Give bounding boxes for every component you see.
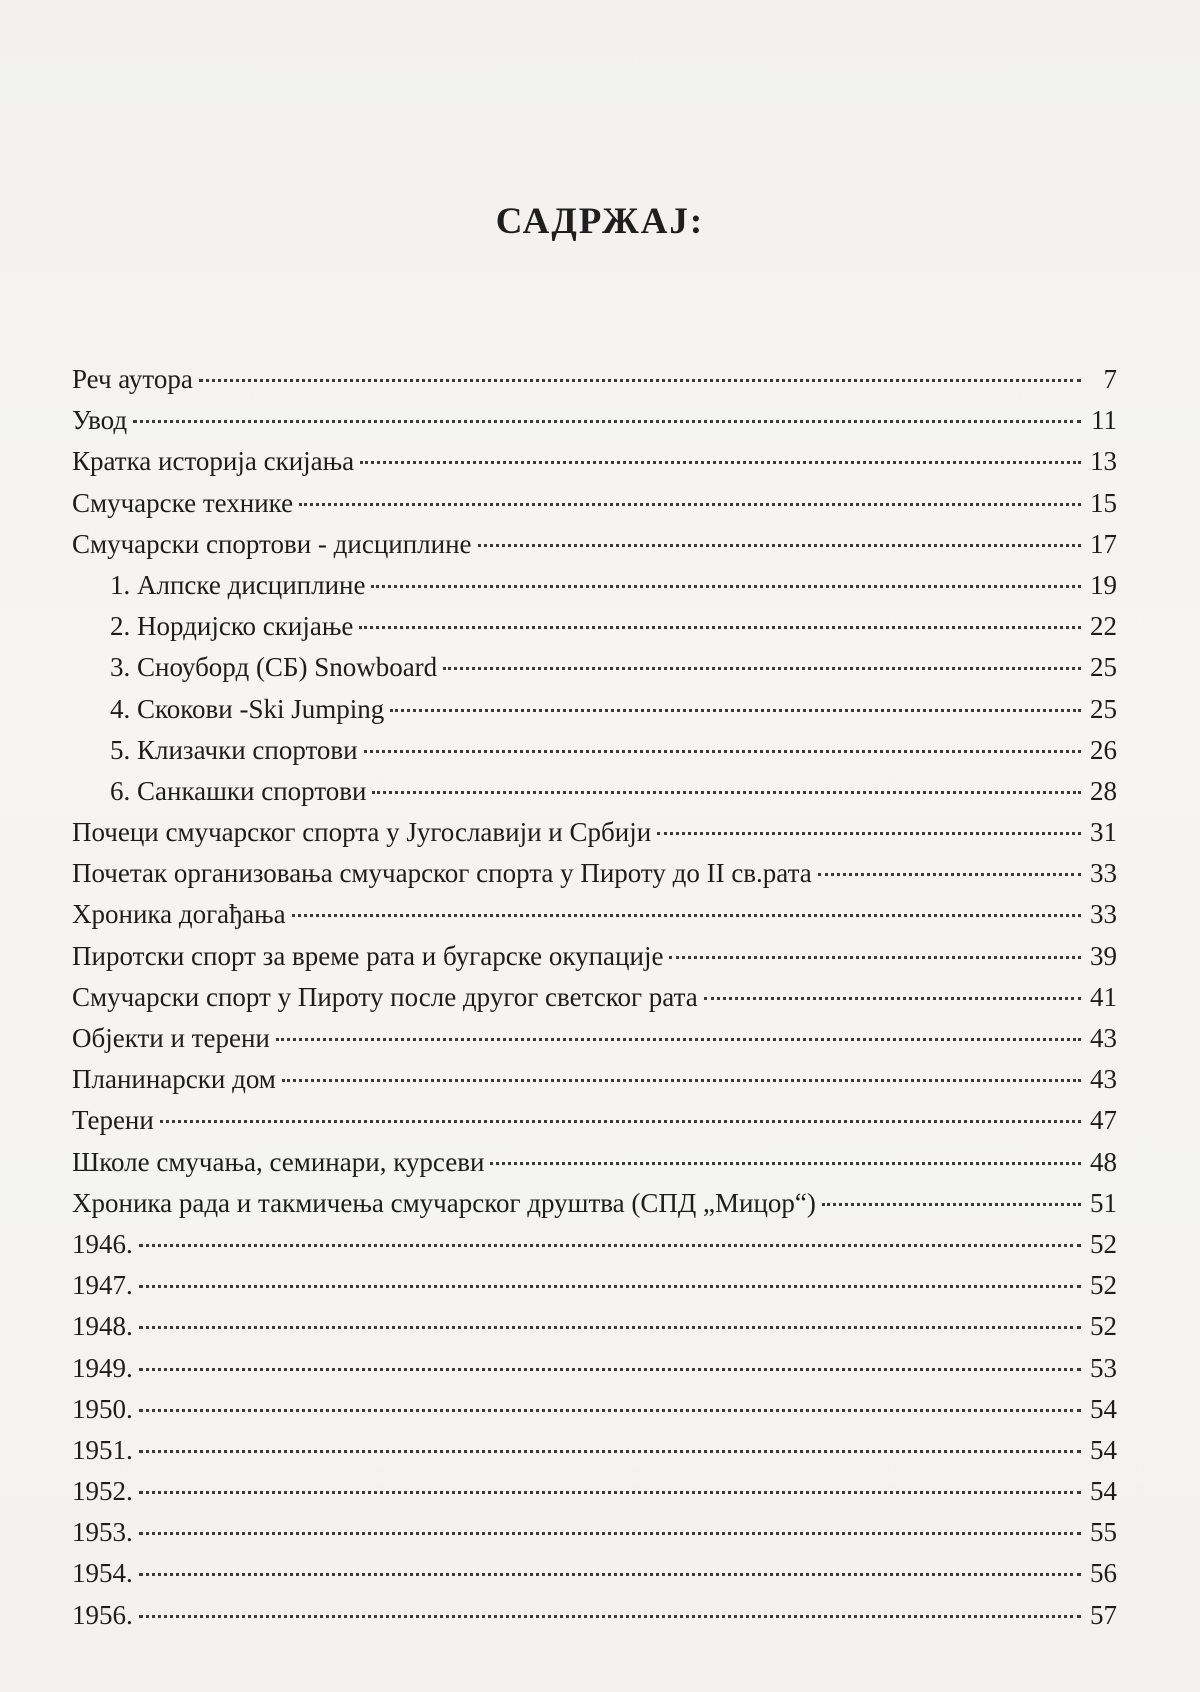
toc-entry xyxy=(72,1353,1117,1394)
toc-entry-label: 5. Клизачки спортови xyxy=(110,734,358,765)
toc-entry-page-number: 43 xyxy=(1090,1023,1117,1053)
dot-leader xyxy=(276,1028,1081,1041)
toc-entry-page-number: 11 xyxy=(1091,405,1117,436)
dot-leader xyxy=(139,1316,1081,1329)
toc-entry xyxy=(72,982,1117,1023)
toc-entry-label: Пиротски спорт за време рата и бугарске окупације xyxy=(72,940,664,971)
toc-entry-page-number: 25 xyxy=(1090,693,1117,724)
dot-leader xyxy=(282,1069,1081,1082)
dot-leader xyxy=(364,740,1081,753)
dot-leader xyxy=(359,616,1081,629)
dot-leader xyxy=(139,1234,1081,1247)
dot-leader xyxy=(704,987,1081,1000)
toc-entry xyxy=(72,1270,1117,1311)
toc-entry-page-number: 54 xyxy=(1090,1476,1117,1507)
toc-entry-page-number: 41 xyxy=(1090,981,1117,1012)
dot-leader xyxy=(139,1399,1081,1412)
toc-entry-label: Смучарски спорт у Пироту после другог светског рата xyxy=(72,981,698,1012)
dot-leader xyxy=(372,781,1081,794)
toc-entry-page-number: 43 xyxy=(1090,1064,1117,1095)
dot-leader xyxy=(199,369,1081,382)
toc-entry xyxy=(72,446,1117,487)
toc-entry-label: 1950. xyxy=(72,1393,133,1424)
toc-entry xyxy=(72,1476,1117,1517)
toc-entry-page-number: 55 xyxy=(1090,1517,1117,1548)
toc-entry-label: 1. Алпске дисциплине xyxy=(110,569,366,600)
toc-entry xyxy=(72,364,1117,405)
dot-leader xyxy=(139,1275,1081,1288)
toc-entry-page-number: 31 xyxy=(1090,817,1117,848)
toc-entry-page-number: 47 xyxy=(1090,1105,1117,1136)
toc-entry-label: Увод xyxy=(72,405,128,436)
toc-entry xyxy=(72,1435,1117,1476)
toc-entry-page-number: 56 xyxy=(1090,1558,1117,1589)
toc-entry xyxy=(72,1600,1117,1641)
dot-leader xyxy=(139,1440,1081,1453)
dot-leader xyxy=(292,904,1081,917)
toc-entry xyxy=(72,1188,1117,1229)
toc-entry xyxy=(72,570,1117,611)
toc-entry xyxy=(72,776,1117,817)
toc-entry xyxy=(72,405,1117,446)
toc-entry-label: 1951. xyxy=(72,1434,133,1465)
toc-entry-page-number: 19 xyxy=(1090,569,1117,600)
toc-entry-label: Хроника догађања xyxy=(72,899,286,930)
toc-entry xyxy=(72,1023,1117,1064)
toc-entry xyxy=(72,488,1117,529)
toc-entry xyxy=(72,899,1117,940)
table-of-contents xyxy=(72,364,1117,1641)
toc-entry-label: 1956. xyxy=(72,1599,133,1630)
toc-entry xyxy=(72,1558,1117,1599)
toc-entry-label: Хроника рада и такмичења смучарског друштва (СПД „Мицор“) xyxy=(72,1187,816,1218)
dot-leader xyxy=(360,451,1081,464)
toc-entry xyxy=(72,735,1117,776)
toc-entry xyxy=(72,1394,1117,1435)
toc-entry-page-number: 39 xyxy=(1090,940,1117,971)
toc-entry-page-number: 25 xyxy=(1090,652,1117,683)
toc-entry xyxy=(72,652,1117,693)
toc-entry xyxy=(72,1064,1117,1105)
toc-entry xyxy=(72,1229,1117,1270)
dot-leader xyxy=(657,822,1081,835)
toc-entry-page-number: 13 xyxy=(1090,446,1117,477)
toc-entry-label: 3. Сноуборд (СБ) Snowboard xyxy=(110,652,438,683)
toc-entry-page-number: 52 xyxy=(1090,1311,1117,1342)
toc-entry-label: 1947. xyxy=(72,1270,133,1301)
toc-entry-label: Школе смучања, семинари, курсеви xyxy=(72,1146,485,1177)
toc-entry-page-number: 54 xyxy=(1090,1393,1117,1424)
toc-entry-label: 1946. xyxy=(72,1228,133,1259)
toc-entry xyxy=(72,611,1117,652)
toc-entry xyxy=(72,1105,1117,1146)
dot-leader xyxy=(390,699,1081,712)
toc-entry xyxy=(72,858,1117,899)
toc-entry-page-number: 52 xyxy=(1090,1270,1117,1301)
toc-entry-label: Почетак организовања смучарског спорта у Пироту до II св.рата xyxy=(72,858,812,889)
toc-entry-page-number: 52 xyxy=(1090,1228,1117,1259)
toc-entry-label: Почеци смучарског спорта у Југославији и Србији xyxy=(72,817,652,848)
dot-leader xyxy=(669,946,1081,959)
dot-leader xyxy=(139,1563,1081,1576)
toc-entry xyxy=(72,1147,1117,1188)
toc-entry-label: 1949. xyxy=(72,1352,133,1383)
toc-entry xyxy=(72,941,1117,982)
toc-entry-label: 1952. xyxy=(72,1476,133,1507)
toc-entry-label: 2. Нордијско скијање xyxy=(110,611,354,642)
toc-entry-page-number: 33 xyxy=(1090,858,1117,889)
dot-leader xyxy=(133,410,1081,423)
toc-entry-label: Реч аутора xyxy=(72,364,193,394)
toc-entry-page-number: 28 xyxy=(1090,775,1117,806)
dot-leader xyxy=(139,1358,1081,1371)
dot-leader xyxy=(139,1522,1081,1535)
toc-entry-page-number: 54 xyxy=(1090,1434,1117,1465)
toc-entry-page-number: 17 xyxy=(1090,528,1117,559)
toc-entry xyxy=(72,694,1117,735)
toc-entry xyxy=(72,1517,1117,1558)
toc-title: САДРЖАЈ: xyxy=(495,201,705,242)
toc-entry-page-number: 57 xyxy=(1090,1599,1117,1630)
toc-entry-label: 1953. xyxy=(72,1517,133,1548)
toc-entry-label: 4. Скокови -Ski Jumping xyxy=(110,693,385,724)
toc-entry-label: Објекти и терени xyxy=(72,1023,270,1053)
toc-entry-page-number: 15 xyxy=(1090,487,1117,518)
toc-entry-page-number: 53 xyxy=(1090,1352,1117,1383)
dot-leader xyxy=(443,657,1081,670)
toc-entry-page-number: 33 xyxy=(1090,899,1117,930)
dot-leader xyxy=(371,575,1081,588)
toc-entry xyxy=(72,1311,1117,1352)
toc-entry-page-number: 51 xyxy=(1090,1187,1117,1218)
toc-entry-page-number: 26 xyxy=(1090,734,1117,765)
dot-leader xyxy=(490,1152,1081,1165)
toc-entry-label: 1954. xyxy=(72,1558,133,1589)
dot-leader xyxy=(478,534,1081,547)
dot-leader xyxy=(160,1110,1081,1123)
toc-entry-label: Кратка историја скијања xyxy=(72,446,355,477)
dot-leader xyxy=(139,1481,1081,1494)
toc-entry-page-number: 7 xyxy=(1103,364,1117,394)
toc-entry-label: Терени xyxy=(72,1105,154,1136)
toc-entry-page-number: 48 xyxy=(1090,1146,1117,1177)
toc-entry-label: Смучарски спортови - дисциплине xyxy=(72,528,472,559)
dot-leader xyxy=(818,863,1081,876)
toc-entry-label: Планинарски дом xyxy=(72,1064,276,1095)
toc-entry-label: Смучарске технике xyxy=(72,487,294,518)
toc-entry xyxy=(72,817,1117,858)
toc-entry-label: 6. Санкашки спортови xyxy=(110,775,367,806)
toc-entry-label: 1948. xyxy=(72,1311,133,1342)
dot-leader xyxy=(299,493,1081,506)
toc-entry xyxy=(72,529,1117,570)
toc-entry-page-number: 22 xyxy=(1090,611,1117,642)
dot-leader xyxy=(822,1193,1081,1206)
dot-leader xyxy=(139,1605,1081,1618)
